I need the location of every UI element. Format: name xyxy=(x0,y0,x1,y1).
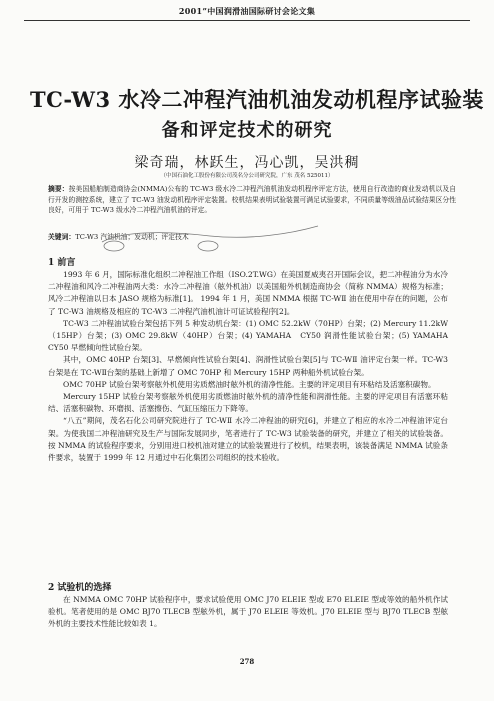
paragraph: OMC 70HP 试验台架考察舷外机使用劣质燃油时舷外机的清净性能。主要的评定项目有环粘结及活塞积碳物。 xyxy=(63,379,436,389)
running-header: 2001”中国润滑油国际研讨会论文集 xyxy=(178,6,316,16)
keywords-text: TC-W3 汽油机油；发动机；评定技术 xyxy=(75,233,189,241)
section-1-body xyxy=(48,269,456,464)
paragraph: 在 NMMA OMC 70HP 试验程序中，要求试验使用 OMC J70 ELEIE 型或 E70 ELEIE 型或等效的船外机作试验机。笔者使用的是 OMC BJ70 TLECB 型舷外机，属于 J70 ELEIE 等效机。J70 ELEIE 型与 BJ70 TLECB 型舷外机的主要技术性能比较如表 1。 xyxy=(48,595,448,629)
paragraph: “八五”期间，茂名石化公司研究院进行了 TC-WⅡ 水冷二冲程油的研究[6]，并建立了相应的水冷二冲程油评定台架。为使我国二冲程油研究及生产与国际发展同步，笔者进行了 TC-W3 试验装备的研究，并建立了相关的试验装备。按 NMMA 的试验程序要求，分别用进口校机油对建立的试验装置进行了校机，结果表明，该装备满足 NMMA 试验条件要求，装置于 1999 年 12 月通过中石化集团公司组织的技术验收。 xyxy=(48,416,448,463)
abstract-label: 摘要： xyxy=(48,185,69,193)
title-line-1: TC-W3 水冷二冲程汽油机油发动机程序试验装 xyxy=(30,87,484,112)
abstract xyxy=(48,184,456,216)
paragraph: 其中，OMC 40HP 台架[3]、早燃倾向性试验台架[4]、润滑性试验台架[5]与 TC-WⅡ 油评定台架一样。TC-W3 台架是在 TC-WⅡ台架的基础上新增了 OMC 70HP 和 Mercury 15HP 两种船外机试验台架。 xyxy=(48,355,448,377)
paragraph: TC-W3 二冲程油试验台架包括下列 5 种发动机台架：(1) OMC 52.2kW（70HP）台架；(2) Mercury 11.2kW（15HP）台架；(3) OMC 29.8kW（40HP）台架；(4) YAMAHA CY50 润滑性能试验台架；(5) YAMAHA CY50 早燃倾向性试验台架。 xyxy=(48,318,456,353)
title-line-2: 备和评定技术的研究 xyxy=(161,120,333,141)
section-2-body xyxy=(48,594,448,631)
paragraph: 1993 年 6 月，国际标准化组织二冲程油工作组（ISO.2T.WG）在美国夏威夷召开国际会议，把二冲程油分为水冷二冲程油和风冷二冲程油两大类：水冷二冲程油（舷外机油）以美国船外机制造商协会（简称 NMMA）规格为标准；风冷二冲程油以日本 JASO 规格为标准[1]。 1994 年 1 月，美国 NMMA 根据 TC-WⅡ 油在使用中存在的问题，公布了 TC-W3 油规格及相应的 TC-W3 二冲程汽油机油计可证试验程序[2]。 xyxy=(48,270,448,316)
abstract-text: 按美国船舶制造商协会(NMMA)公布的 TC-W3 级水冷二冲程汽油机油发动机程序评定方法，使用自行改造的商业发动机以及自行开发的测控系统，建立了 TC-W3 油发动机程序评定装置。校机结果表明试验装置可满足试验要求，不同质量等级油品试验结果区分性良好，可用于 TC-W3 级水冷二冲程汽油机油的评定。 xyxy=(48,185,457,214)
affiliation: （中国石油化工股份有限公司茂名分公司研究院，广东 茂名 525011） xyxy=(160,173,334,179)
section-2-heading: 2 试验机的选择 xyxy=(48,583,112,593)
section-1-heading: 1 前言 xyxy=(48,258,76,268)
header-rule xyxy=(24,20,470,21)
paragraph: Mercury 15HP 试验台架考察舷外机使用劣质燃油时舷外机的清净性能和润滑性能。主要的评定项目有活塞环粘结、活塞积碳物、环磨损、活塞擦伤、气缸压缩压力下降等。 xyxy=(48,392,448,414)
authors: 梁奇瑞，林跃生，冯心凯，吴洪稠 xyxy=(134,155,360,171)
keywords-label: 关键词： xyxy=(48,233,76,241)
keywords xyxy=(48,232,456,242)
page-number: 278 xyxy=(239,657,255,666)
